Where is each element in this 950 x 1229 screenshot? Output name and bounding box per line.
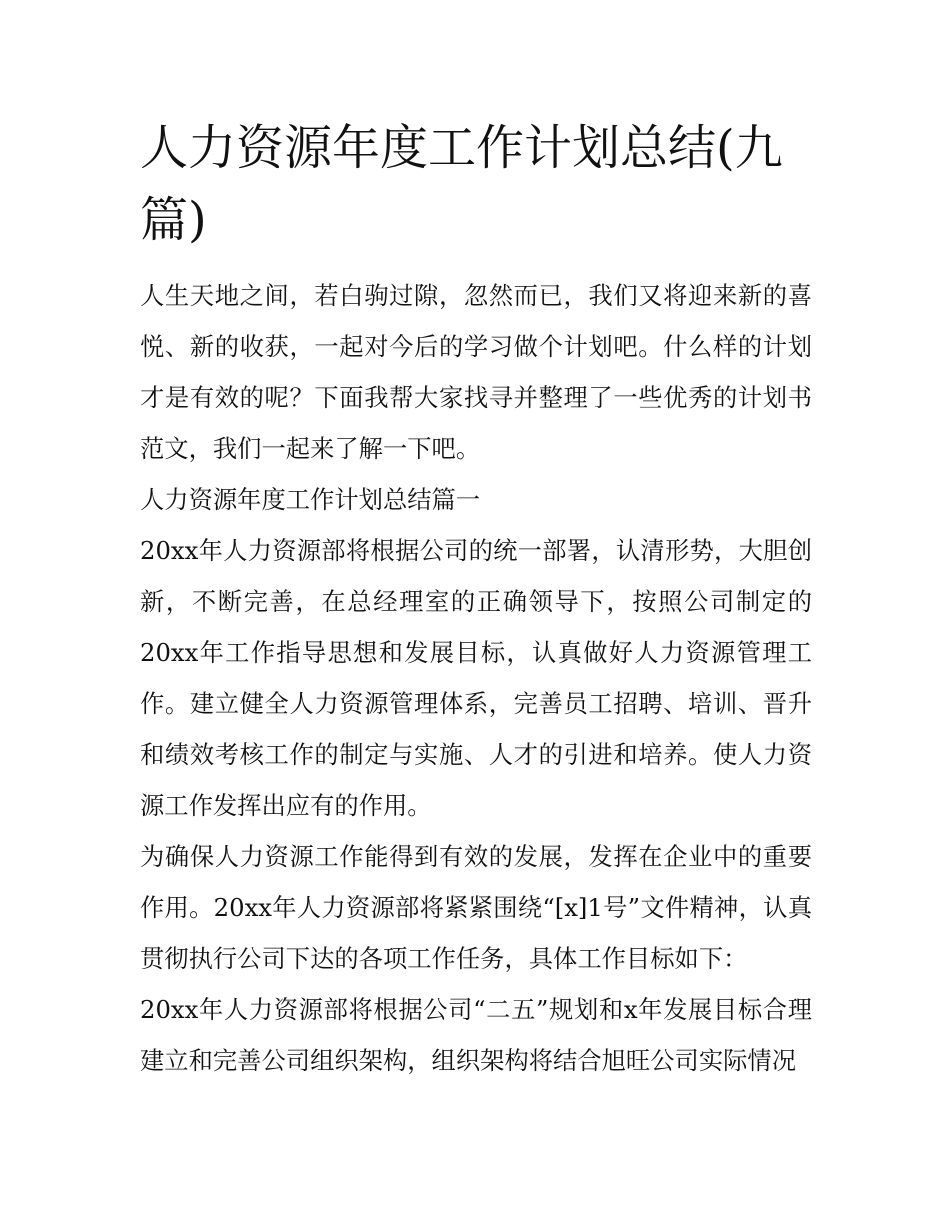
intro-paragraph: 人生天地之间，若白驹过隙，忽然而已，我们又将迎来新的喜悦、新的收获，一起对今后的学习做个计划吧。什么样的计划才是有效的呢？下面我帮大家找寻并整理了一些优秀的计划书范文，我们一起来了解一下吧。 bbox=[140, 281, 812, 463]
body-paragraph: 20xx年人力资源部将根据公司“二五”规划和x年发展目标合理建立和完善公司组织架构，组织架构将结合旭旺公司实际情况 bbox=[140, 995, 812, 1075]
body-paragraph: 20xx年人力资源部将根据公司的统一部署，认清形势，大胆创新，不断完善，在总经理室的正确领导下，按照公司制定的20xx年工作指导思想和发展目标，认真做好人力资源管理工作。建立健全人力资源管理体系，完善员工招聘、培训、晋升和绩效考核工作的制定与实施、人才的引进和培养。使人力资源工作发挥出应有的作用。 bbox=[140, 536, 812, 820]
document-title: 人力资源年度工作计划总结(九篇) bbox=[140, 120, 783, 248]
body-paragraph: 为确保人力资源工作能得到有效的发展，发挥在企业中的重要作用。20xx年人力资源部将紧紧围绕“[x]1号”文件精神，认真贯彻执行公司下达的各项工作任务，具体工作目标如下： bbox=[140, 842, 812, 973]
document-body bbox=[140, 270, 812, 1086]
document-page bbox=[140, 112, 812, 1086]
section-heading: 人力资源年度工作计划总结篇一 bbox=[140, 485, 481, 514]
